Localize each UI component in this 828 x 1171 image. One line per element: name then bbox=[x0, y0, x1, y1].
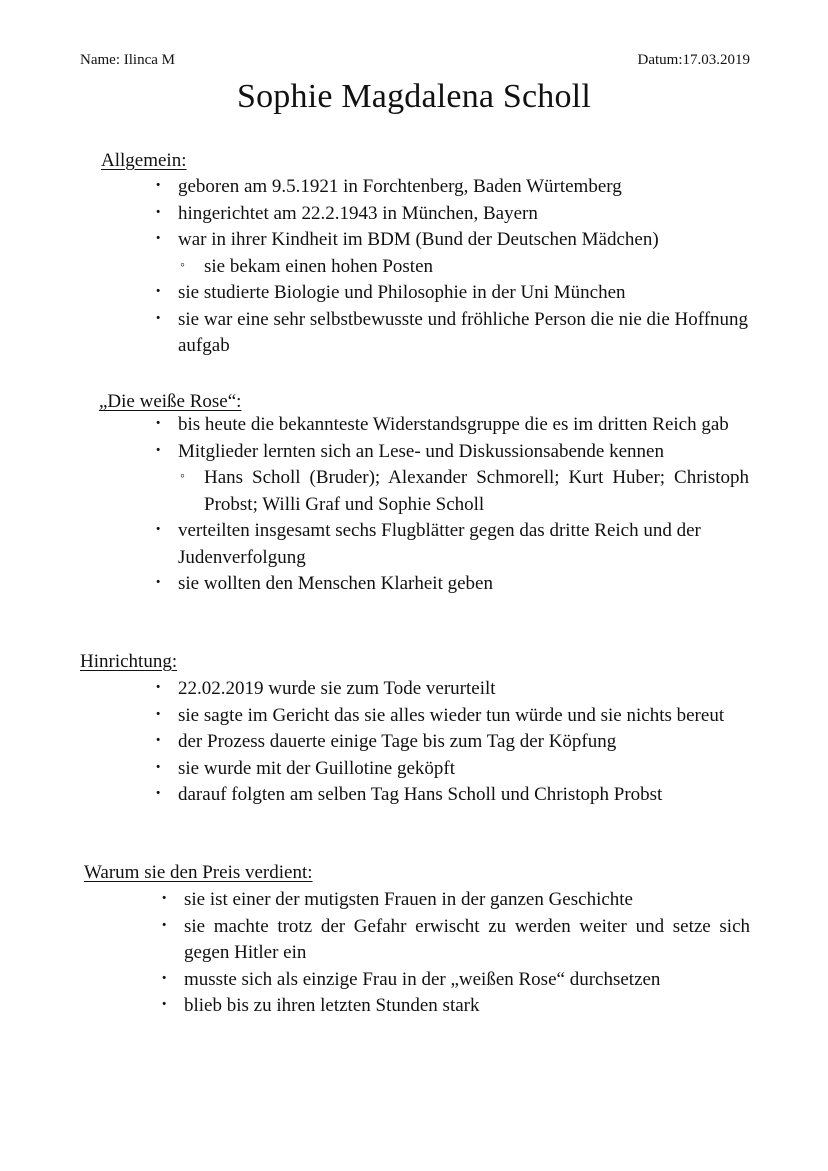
list-item: · sie machte trotz der Gefahr erwischt zu werden weiter und setze sich gegen Hitler ein bbox=[158, 914, 750, 967]
list-item: · 22.02.2019 wurde sie zum Tode verurteilt bbox=[152, 676, 752, 703]
sub-list-item: ◦ Hans Scholl (Bruder); Alexander Schmorell; Kurt Huber; Christoph Probst; Willi Graf und Sophie Scholl bbox=[152, 465, 749, 518]
list-item: · bis heute die bekannteste Widerstandsgruppe die es im dritten Reich gab bbox=[152, 412, 749, 439]
list-item: · der Prozess dauerte einige Tage bis zum Tag der Köpfung bbox=[152, 729, 752, 756]
list-item: · blieb bis zu ihren letzten Stunden stark bbox=[158, 993, 750, 1020]
list-item: · sie wurde mit der Guillotine geköpft bbox=[152, 756, 752, 783]
list-weisse-rose bbox=[152, 412, 749, 598]
page-title: Sophie Magdalena Scholl bbox=[237, 78, 591, 115]
list-item: · verteilten insgesamt sechs Flugblätter gegen das dritte Reich und der Judenverfolgung bbox=[152, 518, 749, 571]
list-item: · sie studierte Biologie und Philosophie in der Uni München bbox=[152, 280, 752, 307]
section-heading-preis: Warum sie den Preis verdient: bbox=[84, 862, 313, 883]
list-item: · sie war eine sehr selbstbewusste und fröhliche Person die nie die Hoffnung aufgab bbox=[152, 307, 752, 360]
section-heading-hinrichtung: Hinrichtung: bbox=[80, 651, 178, 672]
list-item: · musste sich als einzige Frau in der „weißen Rose“ durchsetzen bbox=[158, 967, 750, 994]
name-field: Name: Ilinca M bbox=[80, 52, 175, 68]
list-item: · sie ist einer der mutigsten Frauen in der ganzen Geschichte bbox=[158, 887, 750, 914]
list-item: · war in ihrer Kindheit im BDM (Bund der Deutschen Mädchen) bbox=[152, 227, 752, 254]
section-heading-weisse-rose: „Die weiße Rose“: bbox=[99, 391, 242, 412]
section-heading-allgemein: Allgemein: bbox=[101, 150, 187, 171]
list-hinrichtung bbox=[152, 676, 752, 809]
date-field: Datum:17.03.2019 bbox=[637, 52, 750, 68]
list-item: · Mitglieder lernten sich an Lese- und Diskussionsabende kennen bbox=[152, 439, 749, 466]
list-item: · darauf folgten am selben Tag Hans Scholl und Christoph Probst bbox=[152, 782, 752, 809]
list-item: · hingerichtet am 22.2.1943 in München, Bayern bbox=[152, 201, 752, 228]
sub-list-item: ◦ sie bekam einen hohen Posten bbox=[152, 254, 752, 281]
list-item: · geboren am 9.5.1921 in Forchtenberg, Baden Würtemberg bbox=[152, 174, 752, 201]
list-item: · sie wollten den Menschen Klarheit geben bbox=[152, 571, 749, 598]
list-preis bbox=[158, 887, 750, 1020]
list-allgemein bbox=[152, 174, 752, 360]
list-item: · sie sagte im Gericht das sie alles wieder tun würde und sie nichts bereut bbox=[152, 703, 752, 730]
